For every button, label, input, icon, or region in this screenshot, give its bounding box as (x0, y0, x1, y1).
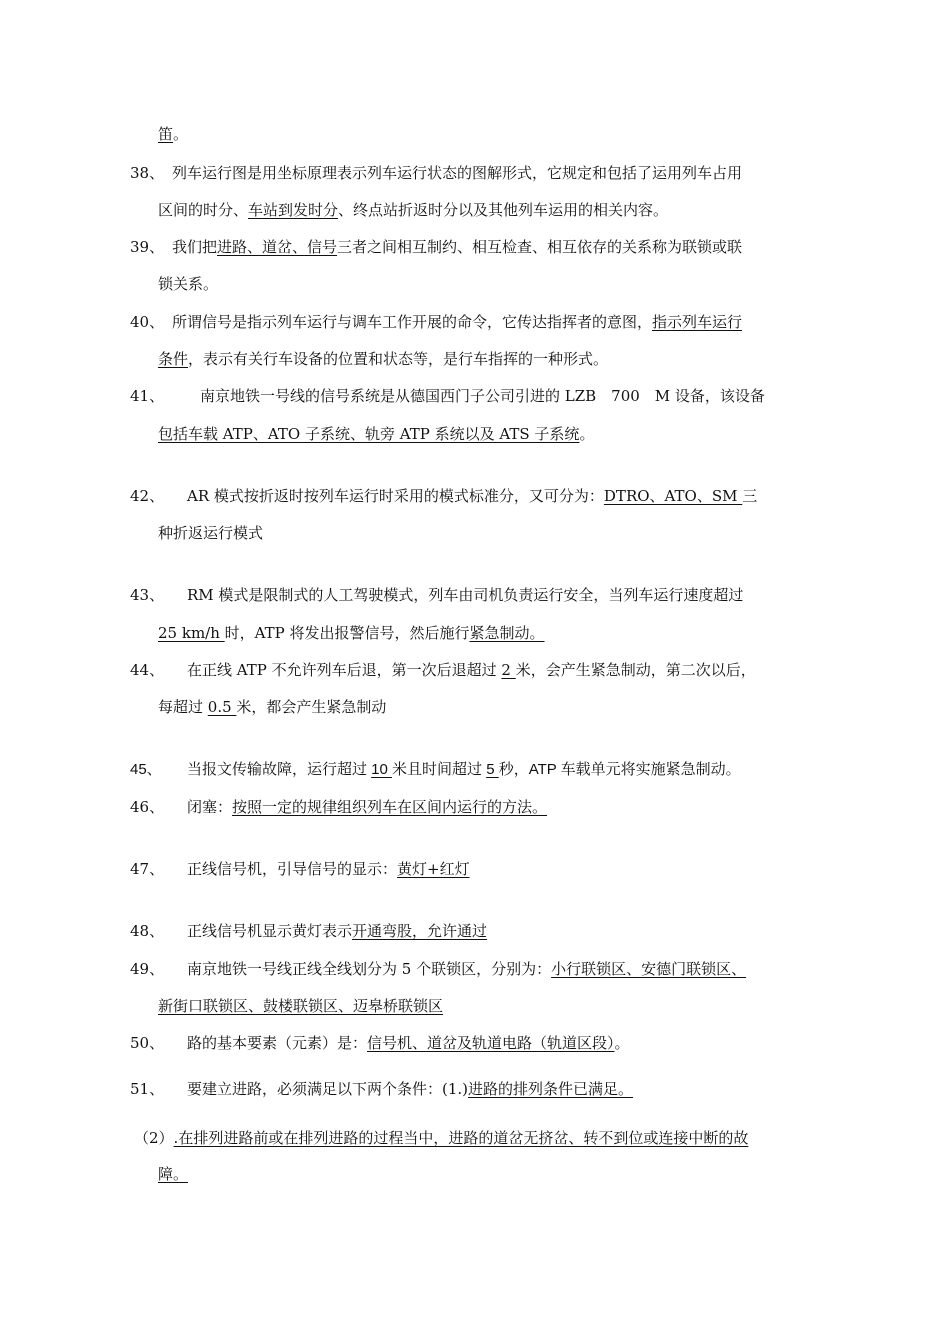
item-text: 秒，ATP 车载单元将实施紧急制动。 (498, 761, 741, 778)
answer-text: 按照一定的规律组织列车在区间内运行的方法。 (232, 798, 548, 816)
answer-text: 进路的排列条件已满足。 (468, 1080, 634, 1098)
item-text: 米且时间超过 (392, 761, 487, 778)
item-number: 39、 (130, 238, 165, 256)
item-text: 列车运行图是用坐标原理表示列车运行状态的图解形式，它规定和包括了运用列车占用 (172, 164, 743, 182)
answer-text: 小行联锁区、安德门联锁区、 (551, 960, 747, 978)
item-text: 锁关系。 (158, 275, 219, 293)
answer-text: 笛 (158, 125, 174, 143)
item-text: 路的基本要素（元素）是： (187, 1034, 368, 1052)
answer-text: 0.5 (207, 698, 237, 716)
answer-text: 黄灯+红灯 (397, 860, 470, 878)
item-number: 49、 (130, 960, 165, 978)
item-text: 米，都会产生紧急制动 (236, 698, 387, 716)
answer-text: 进路、道岔、信号 (217, 238, 338, 256)
item-number: 48、 (130, 922, 165, 940)
item-text: 区间的时分、 (158, 201, 249, 219)
item-text: AR 模式按折返时按列车运行时采用的模式标准分，又可分为： (187, 487, 604, 505)
item-text: 在正线 ATP 不允许列车后退，第一次后退超过 (187, 661, 502, 679)
item-number: 51、 (130, 1080, 165, 1098)
item-number: 46、 (130, 798, 165, 816)
item-text: 要建立进路，必须满足以下两个条件：(1.) (187, 1080, 469, 1098)
answer-text: 紧急制动。 (469, 624, 545, 642)
item-text: ，表示有关行车设备的位置和状态等，是行车指挥的一种形式。 (188, 350, 609, 368)
item-text: （2） (134, 1129, 174, 1147)
item-text: 闭塞： (187, 798, 233, 816)
answer-text: 2 (501, 661, 516, 679)
item-number: 47、 (130, 860, 165, 878)
item-number: 50、 (130, 1034, 165, 1052)
item-text: 南京地铁一号线正线全线划分为 5 个联锁区，分别为： (187, 960, 552, 978)
item-text: 南京地铁一号线的信号系统是从德国西门子公司引进的 LZB 700 M 设备，该设备 (200, 387, 765, 405)
answer-text: 开通弯股，允许通过 (352, 922, 488, 940)
item-text: 正线信号机，引导信号的显示： (187, 860, 398, 878)
item-text: 米，会产生紧急制动，第二次以后， (515, 661, 756, 679)
item-text: 种折返运行模式 (158, 524, 264, 542)
item-text: 三 (742, 487, 758, 505)
item-text: 我们把 (172, 238, 218, 256)
item-number: 43、 (130, 586, 165, 604)
answer-text: DTRO、ATO、SM (603, 487, 743, 505)
item-text: 。 (579, 425, 595, 443)
item-text: 每超过 (158, 698, 208, 716)
item-text: 正线信号机显示黄灯表示 (187, 922, 353, 940)
answer-text: 10 (371, 761, 393, 778)
item-number: 41、 (130, 387, 165, 405)
item-text: 。 (614, 1034, 630, 1052)
item-number: 45、 (130, 761, 162, 778)
answer-text: 新街口联锁区、鼓楼联锁区、迈皋桥联锁区 (158, 997, 444, 1015)
answer-text: 25 km/h (158, 624, 225, 642)
item-text: 、终点站折返时分以及其他列车运用的相关内容。 (338, 201, 669, 219)
answer-text: 障。 (158, 1165, 189, 1183)
item-number: 44、 (130, 661, 165, 679)
item-number: 40、 (130, 313, 165, 331)
answer-text: 5 (486, 761, 499, 778)
answer-text: .在排列进路前或在排列进路的过程当中，进路的道岔无挤岔、转不到位或连接中断的故 (173, 1129, 749, 1147)
item-text: 时，ATP 将发出报警信号，然后施行 (224, 624, 470, 642)
item-text: RM 模式是限制式的人工驾驶模式，列车由司机负责运行安全，当列车运行速度超过 (187, 586, 744, 604)
answer-text: 包括车载 ATP、ATO 子系统、轨旁 ATP 系统以及 ATS 子系统 (158, 425, 580, 443)
answer-text: 指示列车运行 (652, 313, 743, 331)
item-text: 。 (173, 125, 189, 143)
item-text: 当报文传输故障，运行超过 (187, 761, 372, 778)
answer-text: 条件 (158, 350, 189, 368)
item-number: 42、 (130, 487, 165, 505)
answer-text: 车站到发时分 (248, 201, 339, 219)
item-number: 38、 (130, 164, 165, 182)
item-text: 三者之间相互制约、相互检查、相互依存的关系称为联锁或联 (337, 238, 743, 256)
item-text: 所谓信号是指示列车运行与调车工作开展的命令，它传达指挥者的意图， (172, 313, 653, 331)
answer-text: 信号机、道岔及轨道电路（轨道区段） (367, 1034, 615, 1052)
